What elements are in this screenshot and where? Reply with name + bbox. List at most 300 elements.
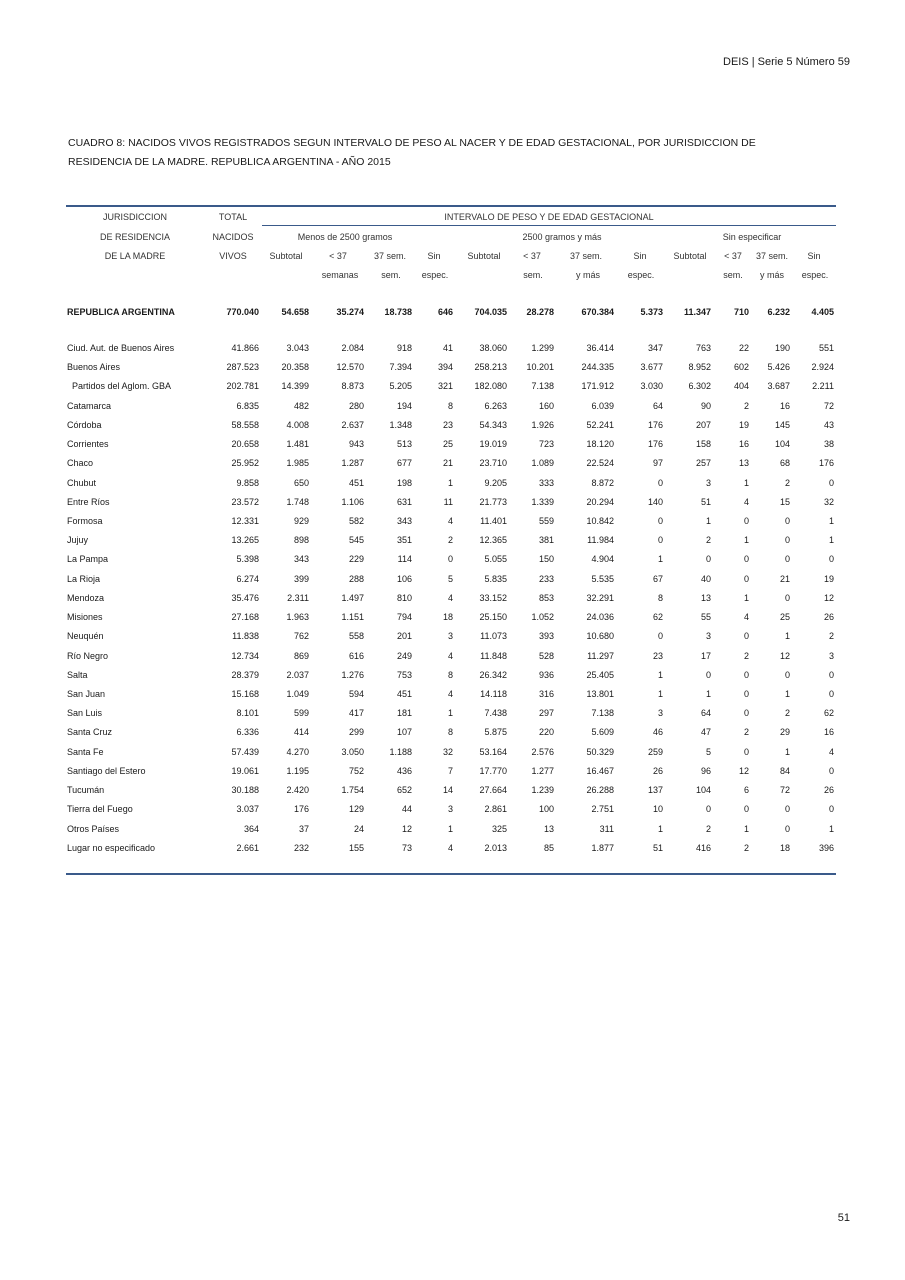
cell-u2500-unspec: 3	[447, 631, 453, 641]
cell-o2500-lt37: 150	[538, 554, 554, 564]
cell-o2500-subtotal: 38.060	[479, 343, 507, 353]
cell-o2500-37plus: 670.384	[581, 307, 614, 317]
cell-u2500-37plus: 343	[396, 516, 412, 526]
cell-unspec-unspec: 0	[828, 766, 834, 776]
cell-u2500-37plus: 198	[396, 478, 412, 488]
col-head-12: Sin	[807, 251, 821, 261]
cell-unspec-unspec: 0	[828, 554, 834, 564]
table-row	[0, 804, 905, 818]
cell-o2500-lt37: 7.138	[531, 381, 554, 391]
cell-unspec-37plus: 104	[774, 439, 790, 449]
cell-o2500-37plus: 20.294	[586, 497, 614, 507]
header-interval: INTERVALO DE PESO Y DE EDAD GESTACIONAL	[444, 212, 654, 222]
cell-u2500-37plus: 794	[396, 612, 412, 622]
cell-total: 6.835	[236, 401, 259, 411]
table-row	[0, 343, 905, 357]
cell-unspec-subtotal: 17	[700, 651, 711, 661]
table-row	[0, 593, 905, 607]
cell-o2500-subtotal: 325	[491, 824, 507, 834]
cell-u2500-lt37: 1.754	[341, 785, 364, 795]
cell-u2500-unspec: 23	[442, 420, 453, 430]
cell-u2500-lt37: 558	[348, 631, 364, 641]
cell-unspec-37plus: 190	[774, 343, 790, 353]
cell-unspec-37plus: 5.426	[767, 362, 790, 372]
cell-o2500-unspec: 0	[657, 478, 663, 488]
cell-unspec-subtotal: 55	[700, 612, 711, 622]
cell-unspec-lt37: 0	[743, 670, 749, 680]
cell-unspec-subtotal: 1	[705, 516, 711, 526]
cell-o2500-subtotal: 19.019	[479, 439, 507, 449]
cell-o2500-unspec: 1	[657, 824, 663, 834]
table-row	[0, 824, 905, 838]
cell-unspec-lt37: 4	[743, 497, 749, 507]
col-subhead-8: espec.	[627, 270, 655, 280]
cell-unspec-37plus: 3.687	[767, 381, 790, 391]
col-subhead-2: semanas	[321, 270, 359, 280]
table-row	[0, 631, 905, 645]
row-name: Chaco	[67, 458, 94, 468]
cell-o2500-37plus: 11.297	[587, 651, 614, 661]
cell-u2500-subtotal: 1.049	[286, 689, 309, 699]
cell-o2500-unspec: 0	[657, 631, 663, 641]
col-head-7: 37 sem.	[569, 251, 603, 261]
cell-u2500-lt37: 594	[348, 689, 364, 699]
cell-u2500-37plus: 194	[396, 401, 412, 411]
cell-o2500-lt37: 559	[538, 516, 554, 526]
cell-unspec-lt37: 404	[733, 381, 749, 391]
cell-u2500-37plus: 351	[396, 535, 412, 545]
cell-o2500-lt37: 393	[538, 631, 554, 641]
header-total-2: NACIDOS	[212, 232, 254, 242]
cell-u2500-subtotal: 2.037	[286, 670, 309, 680]
cell-u2500-subtotal: 343	[293, 554, 309, 564]
cell-o2500-37plus: 18.120	[586, 439, 614, 449]
cell-unspec-37plus: 145	[774, 420, 790, 430]
cell-unspec-lt37: 0	[743, 516, 749, 526]
cell-o2500-subtotal: 25.150	[479, 612, 507, 622]
cell-unspec-lt37: 1	[743, 478, 749, 488]
cell-u2500-37plus: 513	[396, 439, 412, 449]
cell-total: 202.781	[226, 381, 259, 391]
row-name: Salta	[67, 670, 88, 680]
cell-u2500-unspec: 394	[437, 362, 453, 372]
cell-o2500-37plus: 7.138	[591, 708, 614, 718]
col-subhead-11: y más	[759, 270, 785, 280]
cell-u2500-lt37: 35.274	[336, 307, 364, 317]
row-name: Córdoba	[67, 420, 102, 430]
cell-unspec-subtotal: 13	[700, 593, 711, 603]
cell-total: 3.037	[236, 804, 259, 814]
cell-o2500-37plus: 2.751	[591, 804, 614, 814]
cell-unspec-lt37: 1	[743, 824, 749, 834]
cell-u2500-subtotal: 399	[293, 574, 309, 584]
cell-u2500-37plus: 451	[396, 689, 412, 699]
cell-u2500-unspec: 4	[447, 689, 453, 699]
col-head-6: < 37	[523, 251, 541, 261]
cell-u2500-subtotal: 20.358	[281, 362, 309, 372]
cell-o2500-unspec: 347	[647, 343, 663, 353]
cell-o2500-unspec: 259	[647, 747, 663, 757]
interval-subrule	[262, 225, 836, 226]
col-subhead-4: espec.	[421, 270, 449, 280]
row-name: Buenos Aires	[67, 362, 121, 372]
header-total-3: VIVOS	[219, 251, 247, 261]
cell-unspec-unspec: 26	[823, 785, 834, 795]
cell-u2500-unspec: 14	[442, 785, 453, 795]
cell-unspec-37plus: 84	[779, 766, 790, 776]
cell-u2500-subtotal: 599	[293, 708, 309, 718]
cell-u2500-subtotal: 762	[293, 631, 309, 641]
cell-o2500-subtotal: 704.035	[474, 307, 507, 317]
cell-u2500-37plus: 1.188	[389, 747, 412, 757]
cell-unspec-lt37: 0	[743, 747, 749, 757]
table-row	[0, 766, 905, 780]
cell-u2500-subtotal: 898	[293, 535, 309, 545]
cell-unspec-37plus: 2	[784, 708, 790, 718]
cell-o2500-lt37: 1.926	[531, 420, 554, 430]
cell-o2500-subtotal: 53.164	[479, 747, 507, 757]
cell-u2500-unspec: 11	[443, 497, 453, 507]
cell-total: 9.858	[236, 478, 259, 488]
cell-o2500-unspec: 1	[657, 670, 663, 680]
cell-unspec-37plus: 72	[779, 785, 790, 795]
cell-o2500-37plus: 244.335	[581, 362, 614, 372]
cell-unspec-37plus: 29	[779, 727, 790, 737]
cell-unspec-subtotal: 5	[705, 747, 711, 757]
cell-total: 20.658	[231, 439, 259, 449]
cell-o2500-unspec: 8	[657, 593, 663, 603]
cell-o2500-lt37: 28.278	[526, 307, 554, 317]
cell-unspec-unspec: 0	[828, 478, 834, 488]
cell-o2500-unspec: 3.677	[640, 362, 663, 372]
cell-unspec-37plus: 12	[779, 651, 790, 661]
cell-o2500-37plus: 22.524	[586, 458, 614, 468]
cell-u2500-subtotal: 1.985	[286, 458, 309, 468]
cell-u2500-unspec: 321	[437, 381, 453, 391]
cell-unspec-subtotal: 416	[695, 843, 711, 853]
cell-o2500-37plus: 6.039	[591, 401, 614, 411]
cell-o2500-lt37: 1.052	[531, 612, 554, 622]
header-total-1: TOTAL	[218, 212, 248, 222]
row-name: La Pampa	[67, 554, 109, 564]
table-row	[0, 420, 905, 434]
cell-o2500-unspec: 26	[652, 766, 663, 776]
cell-o2500-lt37: 723	[538, 439, 554, 449]
cell-u2500-subtotal: 4.008	[286, 420, 309, 430]
cell-u2500-lt37: 752	[348, 766, 364, 776]
cell-u2500-37plus: 753	[396, 670, 412, 680]
cell-u2500-lt37: 545	[348, 535, 364, 545]
cell-u2500-37plus: 631	[396, 497, 412, 507]
cell-unspec-37plus: 0	[784, 516, 790, 526]
cell-unspec-lt37: 2	[743, 401, 749, 411]
cell-unspec-unspec: 12	[823, 593, 834, 603]
cell-u2500-unspec: 8	[447, 670, 453, 680]
row-name: Río Negro	[67, 651, 109, 661]
cell-o2500-subtotal: 33.152	[479, 593, 507, 603]
row-name: San Luis	[67, 708, 103, 718]
cell-unspec-lt37: 2	[743, 727, 749, 737]
cell-u2500-lt37: 417	[348, 708, 364, 718]
cell-unspec-unspec: 43	[823, 420, 834, 430]
cell-o2500-lt37: 297	[538, 708, 554, 718]
col-head-4: Sin	[427, 251, 441, 261]
cell-u2500-lt37: 12.570	[336, 362, 364, 372]
cell-o2500-unspec: 176	[647, 439, 663, 449]
cell-u2500-unspec: 4	[447, 843, 453, 853]
header-jurisdiccion-1: JURISDICCION	[102, 212, 168, 222]
cell-unspec-unspec: 62	[823, 708, 834, 718]
cell-u2500-subtotal: 482	[293, 401, 309, 411]
cell-u2500-subtotal: 232	[293, 843, 309, 853]
cell-o2500-unspec: 51	[652, 843, 663, 853]
cell-u2500-subtotal: 54.658	[281, 307, 309, 317]
cell-o2500-37plus: 24.036	[586, 612, 614, 622]
table-row	[0, 478, 905, 492]
row-name: Corrientes	[67, 439, 109, 449]
cell-o2500-subtotal: 2.861	[484, 804, 507, 814]
cell-o2500-subtotal: 14.118	[480, 689, 507, 699]
cell-unspec-37plus: 0	[784, 670, 790, 680]
row-name: Partidos del Aglom. GBA	[72, 381, 172, 391]
cell-unspec-37plus: 2	[784, 478, 790, 488]
cell-unspec-unspec: 26	[823, 612, 834, 622]
header-jurisdiccion-3: DE LA MADRE	[104, 251, 166, 261]
cell-total: 6.274	[236, 574, 259, 584]
cell-u2500-lt37: 229	[348, 554, 364, 564]
cell-unspec-subtotal: 51	[700, 497, 711, 507]
cell-o2500-unspec: 10	[652, 804, 663, 814]
cell-unspec-lt37: 0	[743, 554, 749, 564]
cell-unspec-subtotal: 90	[700, 401, 711, 411]
cell-o2500-37plus: 32.291	[586, 593, 614, 603]
cell-unspec-lt37: 1	[743, 535, 749, 545]
cell-unspec-unspec: 32	[823, 497, 834, 507]
cell-u2500-lt37: 2.084	[341, 343, 364, 353]
row-name: Chubut	[67, 478, 97, 488]
cell-u2500-lt37: 1.106	[341, 497, 364, 507]
cell-o2500-subtotal: 11.401	[480, 516, 507, 526]
cell-unspec-37plus: 25	[779, 612, 790, 622]
col-head-8: Sin	[633, 251, 647, 261]
table-row	[0, 747, 905, 761]
table-row	[0, 497, 905, 511]
cell-u2500-37plus: 106	[396, 574, 412, 584]
cell-u2500-37plus: 5.205	[389, 381, 412, 391]
row-name: Neuquén	[67, 631, 104, 641]
cell-u2500-subtotal: 929	[293, 516, 309, 526]
cell-unspec-lt37: 13	[738, 458, 749, 468]
cell-o2500-37plus: 1.877	[591, 843, 614, 853]
cell-unspec-37plus: 15	[779, 497, 790, 507]
cell-o2500-lt37: 233	[538, 574, 554, 584]
cell-o2500-unspec: 62	[652, 612, 663, 622]
cell-u2500-unspec: 18	[442, 612, 453, 622]
cell-unspec-37plus: 21	[779, 574, 790, 584]
cell-total: 364	[243, 824, 259, 834]
cell-unspec-37plus: 16	[779, 401, 790, 411]
col-head-10: < 37	[724, 251, 742, 261]
page-number: 51	[837, 1212, 850, 1224]
cell-u2500-unspec: 41	[442, 343, 453, 353]
cell-u2500-unspec: 646	[437, 307, 453, 317]
cell-u2500-unspec: 4	[447, 593, 453, 603]
cell-u2500-unspec: 4	[447, 516, 453, 526]
series-header: DEIS | Serie 5 Número 59	[723, 56, 850, 68]
cell-o2500-lt37: 10.201	[526, 362, 554, 372]
cell-o2500-lt37: 1.089	[531, 458, 554, 468]
cell-o2500-unspec: 0	[657, 535, 663, 545]
cell-o2500-lt37: 2.576	[531, 747, 554, 757]
cell-o2500-37plus: 25.405	[586, 670, 614, 680]
cell-unspec-subtotal: 3	[705, 631, 711, 641]
col-head-2: < 37	[329, 251, 347, 261]
col-head-9: Subtotal	[673, 251, 707, 261]
cell-unspec-unspec: 1	[828, 516, 834, 526]
cell-unspec-37plus: 0	[784, 593, 790, 603]
table-bottom-rule	[66, 873, 836, 875]
cell-u2500-subtotal: 176	[293, 804, 309, 814]
cell-o2500-subtotal: 7.438	[484, 708, 507, 718]
cell-o2500-37plus: 11.984	[587, 535, 614, 545]
table-row	[0, 381, 905, 395]
cell-unspec-subtotal: 207	[695, 420, 711, 430]
cell-u2500-unspec: 25	[442, 439, 453, 449]
cell-unspec-subtotal: 64	[700, 708, 711, 718]
cell-u2500-lt37: 943	[348, 439, 364, 449]
row-name: Tucumán	[67, 785, 105, 795]
col-subhead-6: sem.	[523, 270, 543, 280]
col-subhead-12: espec.	[801, 270, 829, 280]
cell-u2500-37plus: 810	[396, 593, 412, 603]
cell-u2500-unspec: 5	[447, 574, 453, 584]
cell-u2500-37plus: 73	[401, 843, 412, 853]
cell-unspec-lt37: 12	[738, 766, 749, 776]
cell-unspec-lt37: 2	[743, 651, 749, 661]
table-row	[0, 554, 905, 568]
cell-o2500-unspec: 3	[657, 708, 663, 718]
cell-unspec-37plus: 1	[784, 631, 790, 641]
table-row	[0, 727, 905, 741]
cell-unspec-subtotal: 1	[705, 689, 711, 699]
cell-unspec-37plus: 1	[784, 689, 790, 699]
cell-u2500-unspec: 0	[447, 554, 453, 564]
cell-u2500-37plus: 44	[401, 804, 412, 814]
cell-unspec-lt37: 0	[743, 574, 749, 584]
cell-o2500-subtotal: 26.342	[479, 670, 507, 680]
cell-total: 41.866	[231, 343, 259, 353]
cell-unspec-unspec: 72	[823, 401, 834, 411]
cell-u2500-unspec: 8	[447, 727, 453, 737]
cell-o2500-lt37: 1.277	[531, 766, 554, 776]
cell-unspec-subtotal: 2	[705, 535, 711, 545]
cell-o2500-lt37: 381	[538, 535, 554, 545]
cell-o2500-unspec: 23	[652, 651, 663, 661]
row-name: Santa Cruz	[67, 727, 113, 737]
cell-unspec-lt37: 16	[738, 439, 749, 449]
cell-unspec-lt37: 0	[743, 708, 749, 718]
cell-o2500-subtotal: 5.055	[484, 554, 507, 564]
cell-u2500-unspec: 2	[447, 535, 453, 545]
cell-u2500-37plus: 1.348	[389, 420, 412, 430]
col-subhead-3: sem.	[381, 270, 401, 280]
cell-o2500-37plus: 171.912	[581, 381, 614, 391]
cell-unspec-lt37: 1	[743, 593, 749, 603]
cell-u2500-37plus: 107	[396, 727, 412, 737]
cell-total: 13.265	[231, 535, 259, 545]
cell-total: 287.523	[226, 362, 259, 372]
cell-o2500-37plus: 4.904	[591, 554, 614, 564]
cell-unspec-lt37: 0	[743, 689, 749, 699]
cell-total: 35.476	[231, 593, 259, 603]
cell-o2500-lt37: 528	[538, 651, 554, 661]
cell-unspec-subtotal: 0	[705, 804, 711, 814]
cell-total: 30.188	[231, 785, 259, 795]
cell-o2500-subtotal: 182.080	[474, 381, 507, 391]
cell-o2500-lt37: 1.339	[531, 497, 554, 507]
cell-o2500-subtotal: 5.835	[484, 574, 507, 584]
cell-u2500-unspec: 3	[447, 804, 453, 814]
cell-total: 6.336	[236, 727, 259, 737]
cell-o2500-subtotal: 27.664	[479, 785, 507, 795]
cell-u2500-lt37: 8.873	[341, 381, 364, 391]
table-title-line-1: CUADRO 8: NACIDOS VIVOS REGISTRADOS SEGUN INTERVALO DE PESO AL NACER Y DE EDAD GESTACIONAL, POR JURISDICCION DE	[68, 137, 756, 149]
row-name: Ciud. Aut. de Buenos Aires	[67, 343, 175, 353]
header-jurisdiccion-2: DE RESIDENCIA	[99, 232, 171, 242]
cell-u2500-lt37: 3.050	[341, 747, 364, 757]
cell-u2500-subtotal: 1.195	[286, 766, 309, 776]
cell-total: 8.101	[236, 708, 259, 718]
cell-u2500-subtotal: 3.043	[286, 343, 309, 353]
cell-o2500-37plus: 13.801	[586, 689, 614, 699]
col-head-5: Subtotal	[467, 251, 501, 261]
cell-unspec-unspec: 4.405	[811, 307, 834, 317]
cell-o2500-lt37: 936	[538, 670, 554, 680]
cell-unspec-subtotal: 8.952	[688, 362, 711, 372]
cell-total: 2.661	[236, 843, 259, 853]
table-row	[0, 708, 905, 722]
row-name: Otros Países	[67, 824, 120, 834]
table-row	[0, 535, 905, 549]
cell-unspec-unspec: 2.211	[812, 381, 834, 391]
cell-u2500-lt37: 280	[348, 401, 364, 411]
cell-total: 58.558	[231, 420, 259, 430]
table-row	[0, 458, 905, 472]
header-group-2500-plus: 2500 gramos y más	[522, 232, 602, 242]
cell-o2500-subtotal: 5.875	[484, 727, 507, 737]
cell-u2500-unspec: 4	[447, 651, 453, 661]
cell-total: 25.952	[231, 458, 259, 468]
cell-o2500-unspec: 176	[647, 420, 663, 430]
cell-u2500-subtotal: 869	[293, 651, 309, 661]
cell-u2500-subtotal: 37	[298, 824, 309, 834]
cell-total: 770.040	[226, 307, 259, 317]
cell-o2500-37plus: 52.241	[586, 420, 614, 430]
cell-o2500-subtotal: 23.710	[479, 458, 507, 468]
cell-o2500-lt37: 220	[538, 727, 554, 737]
table-row	[0, 516, 905, 530]
cell-unspec-subtotal: 0	[705, 554, 711, 564]
cell-o2500-subtotal: 17.770	[479, 766, 507, 776]
cell-unspec-unspec: 1	[828, 535, 834, 545]
cell-total: 5.398	[236, 554, 259, 564]
row-name: Mendoza	[67, 593, 105, 603]
cell-u2500-lt37: 2.637	[341, 420, 364, 430]
cell-u2500-subtotal: 2.311	[287, 593, 309, 603]
cell-u2500-lt37: 1.151	[341, 612, 364, 622]
cell-total: 23.572	[231, 497, 259, 507]
cell-unspec-subtotal: 104	[695, 785, 711, 795]
